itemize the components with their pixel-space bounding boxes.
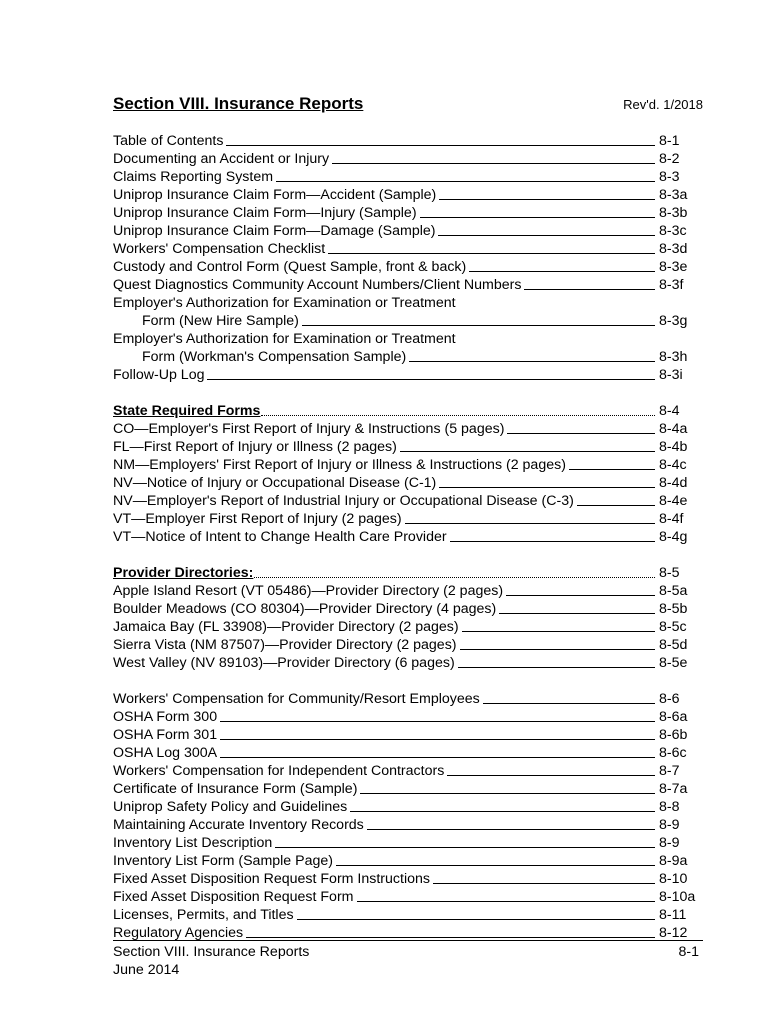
toc-entry-label: Form (New Hire Sample) bbox=[142, 313, 299, 329]
leader-line bbox=[276, 181, 655, 182]
leader-line bbox=[433, 883, 655, 884]
toc-page-ref: 8-6a bbox=[659, 709, 688, 725]
toc-entry-label: Fixed Asset Disposition Request Form Instructions bbox=[113, 871, 430, 887]
toc-entry bbox=[113, 312, 703, 330]
toc-heading-provider-directories bbox=[113, 564, 703, 582]
toc-entry bbox=[113, 258, 703, 276]
toc-entry bbox=[113, 420, 703, 438]
toc-entry bbox=[113, 222, 703, 240]
toc-entry bbox=[113, 816, 703, 834]
toc-page-ref: 8-5 bbox=[659, 565, 680, 581]
toc-entry-label: Jamaica Bay (FL 33908)—Provider Directory (2 pages) bbox=[113, 619, 459, 635]
leader-line bbox=[499, 613, 655, 614]
toc-page-ref: 8-2 bbox=[659, 151, 680, 167]
leader-line bbox=[360, 793, 655, 794]
toc-page-ref: 8-10a bbox=[659, 889, 696, 905]
spacer bbox=[113, 384, 703, 402]
toc-page-ref: 8-9 bbox=[659, 817, 680, 833]
toc-entry-label: Fixed Asset Disposition Request Form bbox=[113, 889, 354, 905]
toc-entry bbox=[113, 762, 703, 780]
toc-entry bbox=[113, 852, 703, 870]
leader-line bbox=[483, 703, 655, 704]
leader-line bbox=[409, 361, 655, 362]
toc-entry bbox=[113, 348, 703, 366]
toc-entry-label: Uniprop Insurance Claim Form—Damage (Sample) bbox=[113, 223, 436, 239]
toc-page-ref: 8-3h bbox=[659, 349, 688, 365]
revision-date: Rev'd. 1/2018 bbox=[623, 97, 703, 112]
footer-page-number: 8-1 bbox=[678, 944, 699, 960]
leader-line bbox=[460, 649, 655, 650]
leader-line bbox=[469, 271, 655, 272]
dot-leader bbox=[254, 577, 655, 578]
leader-line bbox=[220, 757, 655, 758]
toc-entry-label: VT—Notice of Intent to Change Health Care Provider bbox=[113, 529, 447, 545]
page-footer bbox=[113, 940, 703, 979]
leader-line bbox=[439, 199, 655, 200]
dot-leader bbox=[261, 415, 655, 416]
toc-page-ref: 8-11 bbox=[659, 907, 687, 923]
toc-entry bbox=[113, 456, 703, 474]
toc-entry bbox=[113, 618, 703, 636]
toc-entry bbox=[113, 798, 703, 816]
toc-page-ref: 8-3g bbox=[659, 313, 688, 329]
toc-page-ref: 8-3a bbox=[659, 187, 688, 203]
toc-page-ref: 8-5c bbox=[659, 619, 687, 635]
toc-entry bbox=[113, 186, 703, 204]
toc-entry-label: NM—Employers' First Report of Injury or Illness & Instructions (2 pages) bbox=[113, 457, 566, 473]
leader-line bbox=[439, 487, 655, 488]
toc-entry bbox=[113, 636, 703, 654]
toc-page-ref: 8-12 bbox=[659, 925, 688, 941]
toc-entry bbox=[113, 366, 703, 384]
spacer bbox=[113, 546, 703, 564]
toc-entry bbox=[113, 780, 703, 798]
leader-line bbox=[447, 775, 655, 776]
toc-entry-label: Employer's Authorization for Examination or Treatment bbox=[113, 331, 456, 347]
table-of-contents bbox=[113, 132, 703, 942]
toc-entry bbox=[113, 528, 703, 546]
toc-entry bbox=[113, 492, 703, 510]
leader-line bbox=[569, 469, 655, 470]
leader-line bbox=[507, 433, 655, 434]
leader-line bbox=[332, 163, 655, 164]
leader-line bbox=[207, 379, 655, 380]
toc-entry-label: Inventory List Form (Sample Page) bbox=[113, 853, 333, 869]
leader-line bbox=[506, 595, 655, 596]
toc-entry bbox=[113, 474, 703, 492]
toc-page-ref: 8-9 bbox=[659, 835, 680, 851]
toc-page-ref: 8-7 bbox=[659, 763, 680, 779]
leader-line bbox=[226, 145, 655, 146]
toc-entry bbox=[113, 168, 703, 186]
toc-entry bbox=[113, 888, 703, 906]
document-page bbox=[113, 94, 703, 942]
toc-page-ref: 8-4d bbox=[659, 475, 688, 491]
leader-line bbox=[220, 721, 655, 722]
toc-entry bbox=[113, 276, 703, 294]
toc-page-ref: 8-4f bbox=[659, 511, 684, 527]
toc-heading-state-forms bbox=[113, 402, 703, 420]
leader-line bbox=[524, 289, 655, 290]
toc-group-provider-directories bbox=[113, 582, 703, 672]
toc-entry bbox=[113, 510, 703, 528]
toc-entry bbox=[113, 294, 703, 312]
toc-entry-label: Workers' Compensation Checklist bbox=[113, 241, 326, 257]
toc-entry-label: Workers' Compensation for Independent Contractors bbox=[113, 763, 445, 779]
toc-entry-label: NV—Employer's Report of Industrial Injury or Occupational Disease (C-3) bbox=[113, 493, 574, 509]
toc-entry-label: Licenses, Permits, and Titles bbox=[113, 907, 294, 923]
toc-page-ref: 8-3i bbox=[659, 367, 683, 383]
toc-entry-label: Table of Contents bbox=[113, 133, 224, 149]
toc-entry-label: FL—First Report of Injury or Illness (2 pages) bbox=[113, 439, 397, 455]
leader-line bbox=[297, 919, 655, 920]
toc-page-ref: 8-7a bbox=[659, 781, 688, 797]
toc-page-ref: 8-3b bbox=[659, 205, 688, 221]
toc-entry bbox=[113, 132, 703, 150]
toc-entry bbox=[113, 600, 703, 618]
leader-line bbox=[367, 829, 655, 830]
toc-page-ref: 8-4b bbox=[659, 439, 688, 455]
leader-line bbox=[328, 253, 655, 254]
leader-line bbox=[462, 631, 655, 632]
toc-entry bbox=[113, 438, 703, 456]
toc-entry bbox=[113, 870, 703, 888]
leader-line bbox=[302, 325, 655, 326]
toc-entry bbox=[113, 150, 703, 168]
toc-entry-label: Sierra Vista (NM 87507)—Provider Directory (2 pages) bbox=[113, 637, 457, 653]
toc-entry-label: Workers' Compensation for Community/Resort Employees bbox=[113, 691, 480, 707]
toc-entry-label: Uniprop Safety Policy and Guidelines bbox=[113, 799, 348, 815]
toc-entry bbox=[113, 726, 703, 744]
toc-entry-label: Follow-Up Log bbox=[113, 367, 205, 383]
toc-page-ref: 8-1 bbox=[659, 133, 680, 149]
toc-entry bbox=[113, 654, 703, 672]
toc-page-ref: 8-4e bbox=[659, 493, 688, 509]
footer-section: Section VIII. Insurance Reports bbox=[113, 944, 310, 960]
toc-page-ref: 8-5d bbox=[659, 637, 688, 653]
toc-heading-label: Provider Directories: bbox=[113, 565, 254, 581]
toc-entry bbox=[113, 690, 703, 708]
toc-entry-label: Claims Reporting System bbox=[113, 169, 274, 185]
toc-entry-label: Regulatory Agencies bbox=[113, 925, 244, 941]
toc-entry bbox=[113, 240, 703, 258]
toc-page-ref: 8-3d bbox=[659, 241, 688, 257]
toc-entry-label: Certificate of Insurance Form (Sample) bbox=[113, 781, 358, 797]
toc-entry-label: Employer's Authorization for Examination or Treatment bbox=[113, 295, 456, 311]
toc-entry-label: Quest Diagnostics Community Account Numbers/Client Numbers bbox=[113, 277, 522, 293]
toc-page-ref: 8-6 bbox=[659, 691, 680, 707]
toc-entry-label: Uniprop Insurance Claim Form—Accident (Sample) bbox=[113, 187, 437, 203]
toc-page-ref: 8-3 bbox=[659, 169, 680, 185]
toc-entry-label: Apple Island Resort (VT 05486)—Provider Directory (2 pages) bbox=[113, 583, 504, 599]
toc-page-ref: 8-9a bbox=[659, 853, 688, 869]
toc-entry bbox=[113, 744, 703, 762]
toc-page-ref: 8-3c bbox=[659, 223, 687, 239]
toc-entry-label: CO—Employer's First Report of Injury & Instructions (5 pages) bbox=[113, 421, 505, 437]
leader-line bbox=[458, 667, 655, 668]
toc-page-ref: 8-6b bbox=[659, 727, 688, 743]
toc-entry bbox=[113, 834, 703, 852]
toc-page-ref: 8-3f bbox=[659, 277, 684, 293]
leader-line bbox=[450, 541, 655, 542]
toc-page-ref: 8-4c bbox=[659, 457, 687, 473]
toc-entry bbox=[113, 582, 703, 600]
toc-entry-label: Maintaining Accurate Inventory Records bbox=[113, 817, 364, 833]
toc-entry-label: Boulder Meadows (CO 80304)—Provider Directory (4 pages) bbox=[113, 601, 497, 617]
toc-page-ref: 8-5a bbox=[659, 583, 688, 599]
leader-line bbox=[357, 901, 656, 902]
toc-entry-label: West Valley (NV 89103)—Provider Directory (6 pages) bbox=[113, 655, 455, 671]
toc-page-ref: 8-5e bbox=[659, 655, 688, 671]
leader-line bbox=[405, 523, 655, 524]
leader-line bbox=[420, 217, 655, 218]
toc-heading-label: State Required Forms bbox=[113, 403, 261, 419]
leader-line bbox=[220, 739, 655, 740]
toc-page-ref: 8-8 bbox=[659, 799, 680, 815]
toc-entry-label: Documenting an Accident or Injury bbox=[113, 151, 330, 167]
leader-line bbox=[400, 451, 655, 452]
toc-page-ref: 8-10 bbox=[659, 871, 688, 887]
toc-entry-label: NV—Notice of Injury or Occupational Disease (C-1) bbox=[113, 475, 437, 491]
toc-entry bbox=[113, 204, 703, 222]
leader-line bbox=[246, 937, 655, 938]
page-title: Section VIII. Insurance Reports bbox=[113, 94, 364, 113]
toc-group-state-forms bbox=[113, 420, 703, 546]
toc-entry-label: Custody and Control Form (Quest Sample, front & back) bbox=[113, 259, 467, 275]
toc-entry bbox=[113, 330, 703, 348]
toc-entry bbox=[113, 708, 703, 726]
toc-group-general bbox=[113, 132, 703, 384]
leader-line bbox=[350, 811, 655, 812]
toc-page-ref: 8-4 bbox=[659, 403, 680, 419]
leader-line bbox=[336, 865, 655, 866]
toc-entry-label: OSHA Form 300 bbox=[113, 709, 218, 725]
toc-page-ref: 8-6c bbox=[659, 745, 687, 761]
leader-line bbox=[275, 847, 655, 848]
leader-line bbox=[438, 235, 655, 236]
toc-page-ref: 8-3e bbox=[659, 259, 688, 275]
toc-entry-label: Uniprop Insurance Claim Form—Injury (Sample) bbox=[113, 205, 417, 221]
toc-entry-label: Form (Workman's Compensation Sample) bbox=[142, 349, 407, 365]
leader-line bbox=[577, 505, 655, 506]
page-header bbox=[113, 94, 703, 116]
toc-entry-label: VT—Employer First Report of Injury (2 pages) bbox=[113, 511, 402, 527]
toc-entry-label: Inventory List Description bbox=[113, 835, 273, 851]
toc-group-compensation-inventory bbox=[113, 690, 703, 942]
toc-entry-label: OSHA Form 301 bbox=[113, 727, 218, 743]
toc-page-ref: 8-5b bbox=[659, 601, 688, 617]
spacer bbox=[113, 672, 703, 690]
toc-page-ref: 8-4a bbox=[659, 421, 688, 437]
toc-entry-label: OSHA Log 300A bbox=[113, 745, 218, 761]
toc-entry bbox=[113, 906, 703, 924]
footer-date: June 2014 bbox=[113, 962, 180, 978]
toc-page-ref: 8-4g bbox=[659, 529, 688, 545]
